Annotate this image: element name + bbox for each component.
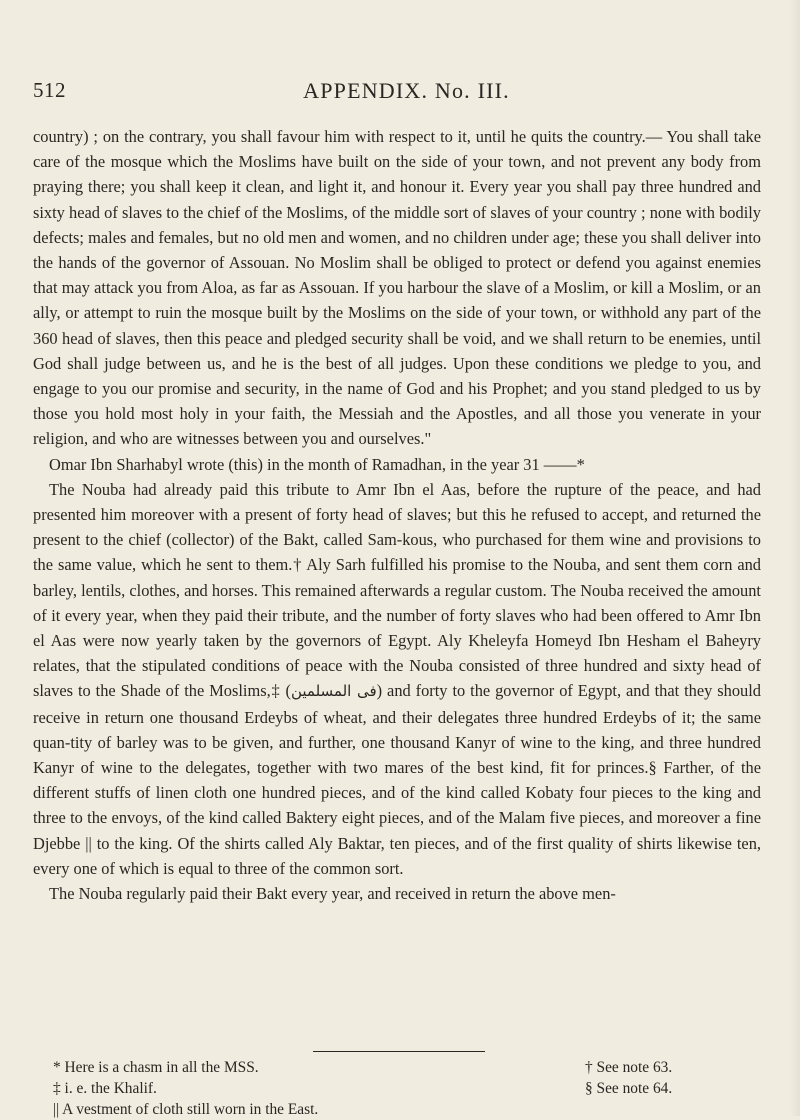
footnote-row (53, 1099, 753, 1120)
paragraph: The Nouba had already paid this tribute to Amr Ibn el Aas, before the rupture of the peace, and had presented him moreover with a present of forty head of slaves; but this he refused to accept, and returned the present to the chief (collector) of the Bakt, called Sam-kous, who purchased for them wine and provisions to the same value, which he sent to them.† Aly Sarh fulfilled his promise to the Nouba, and sent them corn and barley, lentils, clothes, and horses. This remained afterwards a regular custom. The Nouba received the amount of it every year, when they paid their tribute, and the number of forty slaves who had been offered to Amr Ibn el Aas were now yearly taken by the governors of Egypt. Aly Kheleyfa Homeyd Ibn Hesham el Baheyry relates, that the stipulated conditions of peace with the Nouba consisted of three hundred and sixty head of slaves to the Shade of the Moslims,‡ (فى المسلمين) and forty to the governor of Egypt, and that they should receive in return one thousand Erdeybs of wheat, and their delegates three hundred Erdeybs of it; the same quan-tity of barley was to be given, and further, one thousand Kanyr of wine to the king, and three hundred Kanyr of wine to the delegates, together with two mares of the best kind, fit for princes.§ Farther, of the different stuffs of linen cloth one hundred pieces, and of the kind called Kobaty four pieces to the king and three to the envoys, of the kind called Baktery eight pieces, and of the Malam five pieces, and moreover a fine Djebbe || to the king. Of the shirts called Aly Baktar, ten pieces, and of the first quality of shirts likewise ten, every one of which is equal to three of the common sort. (33, 479, 761, 878)
footnote: ‡ i. e. the Khalif. (53, 1080, 157, 1097)
footnote: || A vestment of cloth still worn in the East. (53, 1101, 319, 1118)
page-header (33, 78, 760, 112)
arabic-phrase: فى المسلمين (290, 682, 377, 701)
paragraph: The Nouba regularly paid their Bakt every year, and received in return the above men- (49, 884, 616, 904)
footnote-row (53, 1078, 753, 1099)
body-text (33, 124, 761, 906)
paragraph: country) ; on the contrary, you shall favour him with respect to it, until he quits the country.— You shall take care of the mosque which the Moslims have built on the side of your town, and not prevent any body from praying there; you shall keep it clean, and light it, and honour it. Every year you shall pay three hundred and sixty head of slaves to the chief of the Moslims, of the middle sort of slaves of your country ; none with bodily defects; males and females, but no old men and women, and no children under age; these you shall deliver into the hands of the governor of Assouan. No Moslim shall be obliged to protect or defend you against enemies that may attack you from Aloa, as far as Assouan. If you harbour the slave of a Moslim, or kill a Moslim, or an ally, or attempt to ruin the mosque built by the Moslims on the side of your town, or withhold any part of the 360 head of slaves, then this peace and pledged security shall be void, and we shall return to be enemies, until God shall judge between us, and he is the best of all judges. Upon these conditions we pledge to you, and engage to you our promise and security, in the name of God and his Prophet; and you stand pledged to us by those you hold most holy in your faith, the Messiah and the Apostles, and all those you venerate in your religion, and who are witnesses between you and ourselves." (33, 127, 761, 449)
footnote: † See note 63. (585, 1059, 673, 1076)
page-number: 512 (33, 78, 66, 102)
running-head: APPENDIX. No. III. (303, 78, 510, 103)
footnote: * Here is a chasm in all the MSS. (53, 1059, 259, 1076)
paragraph: Omar Ibn Sharhabyl wrote (this) in the month of Ramadhan, in the year 31 ——* (49, 454, 585, 474)
footnote (585, 1099, 753, 1120)
page-edge-shadow (790, 0, 800, 1116)
footnote-row (53, 1057, 753, 1078)
footnote-divider (313, 1051, 485, 1052)
footnote: § See note 64. (585, 1080, 673, 1097)
footnotes (53, 1057, 753, 1120)
